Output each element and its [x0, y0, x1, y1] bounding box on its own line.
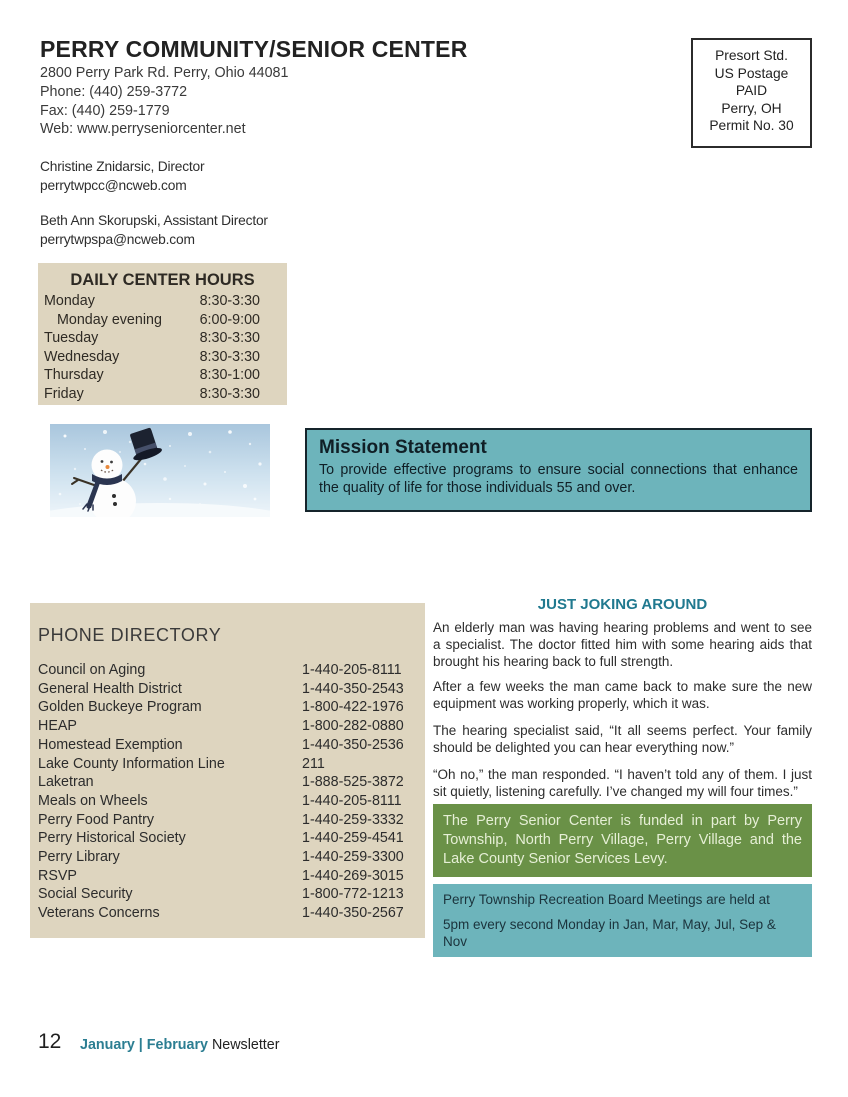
daily-hours-row — [38, 348, 287, 367]
directory-entry-name: General Health District — [38, 680, 182, 697]
daily-hours-table — [38, 292, 287, 404]
directory-entry-number: 1-800-282-0880 — [302, 718, 404, 735]
phone-directory-row — [30, 848, 425, 867]
directory-entry-number: 1-440-259-4541 — [302, 830, 404, 847]
phone-directory-table — [30, 661, 425, 923]
assistant-director-name: Beth Ann Skorupski, Assistant Director — [40, 213, 268, 228]
postage-line: Presort Std. — [715, 48, 788, 63]
hours-day-label: Thursday — [44, 367, 104, 384]
directory-entry-name: Perry Food Pantry — [38, 811, 155, 828]
hours-time-value: 6:00-9:00 — [199, 311, 260, 328]
hours-time-value: 8:30-3:30 — [199, 348, 260, 365]
org-web-line: Web: www.perryseniorcenter.net — [40, 121, 246, 138]
daily-hours-row — [38, 385, 287, 404]
phone-directory-title: PHONE DIRECTORY — [38, 625, 222, 645]
directory-entry-number: 1-440-269-3015 — [302, 867, 404, 884]
daily-hours-row — [38, 311, 287, 330]
phone-directory-row — [30, 698, 425, 717]
funding-notice-box: The Perry Senior Center is funded in part by Perry Township, North Perry Village, Perry Village and the Lake County Senior Services Levy. — [433, 804, 812, 877]
joking-around-heading: JUST JOKING AROUND — [537, 596, 708, 613]
org-fax-line: Fax: (440) 259-1779 — [40, 102, 170, 119]
postage-line: Perry, OH — [721, 100, 782, 116]
recreation-notice-line: 5pm every second Monday in Jan, Mar, May, Jul, Sep & Nov — [443, 917, 776, 949]
assistant-director-email: perrytwpspa@ncweb.com — [40, 231, 195, 247]
directory-entry-number: 1-440-259-3332 — [302, 811, 404, 828]
footer-issue-months: January | February — [80, 1037, 208, 1053]
directory-entry-name: Perry Historical Society — [38, 830, 186, 847]
recreation-board-notice-box — [433, 884, 812, 957]
directory-entry-name: Golden Buckeye Program — [38, 699, 202, 716]
directory-entry-number: 1-888-525-3872 — [302, 774, 404, 791]
directory-entry-number: 1-440-350-2543 — [302, 680, 404, 697]
mission-body: To provide effective programs to ensure social connections that enhance the quality of life for those individuals 55 and over. — [319, 462, 798, 497]
directory-entry-number: 1-800-422-1976 — [302, 699, 404, 716]
right-column — [433, 596, 812, 957]
director-contact — [40, 158, 204, 195]
hours-day-label: Wednesday — [44, 348, 120, 365]
daily-hours-box — [38, 263, 287, 405]
hours-day-label: Monday evening — [57, 311, 162, 328]
director-name: Christine Znidarsic, Director — [40, 159, 205, 174]
directory-entry-name: Veterans Concerns — [38, 905, 160, 922]
postage-line: PAID — [735, 83, 768, 99]
phone-directory-row — [30, 867, 425, 886]
phone-directory-row — [30, 904, 425, 923]
directory-entry-number: 211 — [302, 755, 325, 772]
phone-directory-row — [30, 661, 425, 680]
postage-line: Permit No. 30 — [709, 118, 794, 134]
phone-directory-row — [30, 717, 425, 736]
director-email: perrytwpcc@ncweb.com — [40, 177, 187, 193]
org-contact-block — [40, 64, 288, 139]
directory-entry-name: Social Security — [38, 886, 133, 903]
joke-paragraph: The hearing specialist said, “It all seems perfect. Your family should be delighted you can hear everything now.” — [433, 723, 812, 755]
daily-hours-row — [38, 292, 287, 311]
joke-paragraph: An elderly man was having hearing problems and went to see a specialist. The doctor fitted him with some hearing aids that brought his hearing back to full strength. — [433, 620, 812, 669]
directory-entry-name: Homestead Exemption — [38, 736, 183, 753]
hours-day-label: Tuesday — [44, 330, 99, 347]
directory-entry-number: 1-440-205-8111 — [302, 662, 402, 678]
postage-permit-box — [691, 38, 812, 148]
phone-directory-row — [30, 680, 425, 699]
page-number: 12 — [38, 1030, 62, 1053]
postage-line: US Postage — [714, 65, 789, 81]
joke-paragraph: “Oh no,” the man responded. “I haven’t told any of them. I just sit quietly, listening carefully. I’ve changed my will four times.” — [433, 767, 812, 799]
joke-paragraph: After a few weeks the man came back to make sure the new equipment was working properly, which it was. — [433, 679, 812, 711]
directory-entry-number: 1-440-350-2536 — [302, 736, 404, 753]
directory-entry-name: Perry Library — [38, 849, 120, 866]
hours-time-value: 8:30-3:30 — [199, 293, 260, 309]
directory-entry-number: 1-440-205-8111 — [302, 792, 402, 809]
daily-hours-row — [38, 329, 287, 348]
directory-entry-name: Laketran — [38, 774, 94, 791]
phone-directory-row — [30, 773, 425, 792]
hours-time-value: 8:30-3:30 — [199, 385, 260, 402]
footer-newsletter-label: Newsletter — [207, 1037, 280, 1053]
org-address-line: 2800 Perry Park Rd. Perry, Ohio 44081 — [40, 65, 289, 81]
directory-entry-name: RSVP — [38, 867, 77, 884]
daily-hours-row — [38, 366, 287, 385]
directory-entry-name: Meals on Wheels — [38, 792, 148, 809]
directory-entry-number: 1-800-772-1213 — [302, 886, 404, 903]
phone-directory-box — [30, 603, 425, 938]
mission-statement-box — [305, 428, 812, 512]
directory-entry-name: Council on Aging — [38, 662, 146, 678]
hours-day-label: Friday — [44, 385, 84, 402]
mission-title: Mission Statement — [319, 437, 487, 458]
daily-hours-title: DAILY CENTER HOURS — [70, 271, 255, 289]
directory-entry-number: 1-440-350-2567 — [302, 905, 404, 922]
phone-directory-row — [30, 885, 425, 904]
phone-directory-row — [30, 811, 425, 830]
phone-directory-row — [30, 736, 425, 755]
hours-time-value: 8:30-3:30 — [199, 330, 260, 347]
recreation-notice-line: Perry Township Recreation Board Meetings are held at — [443, 892, 770, 907]
phone-directory-row — [30, 792, 425, 811]
snowman-winter-image — [50, 424, 270, 517]
phone-directory-row — [30, 829, 425, 848]
hours-day-label: Monday — [44, 293, 95, 309]
page-title: PERRY COMMUNITY/SENIOR CENTER — [40, 36, 468, 62]
directory-entry-number: 1-440-259-3300 — [302, 849, 404, 866]
assistant-director-contact — [40, 212, 268, 249]
phone-directory-row — [30, 755, 425, 774]
footer-newsletter-title — [80, 1037, 279, 1053]
org-phone-line: Phone: (440) 259-3772 — [40, 83, 188, 100]
directory-entry-name: Lake County Information Line — [38, 755, 225, 772]
directory-entry-name: HEAP — [38, 718, 77, 735]
hours-time-value: 8:30-1:00 — [199, 367, 260, 384]
